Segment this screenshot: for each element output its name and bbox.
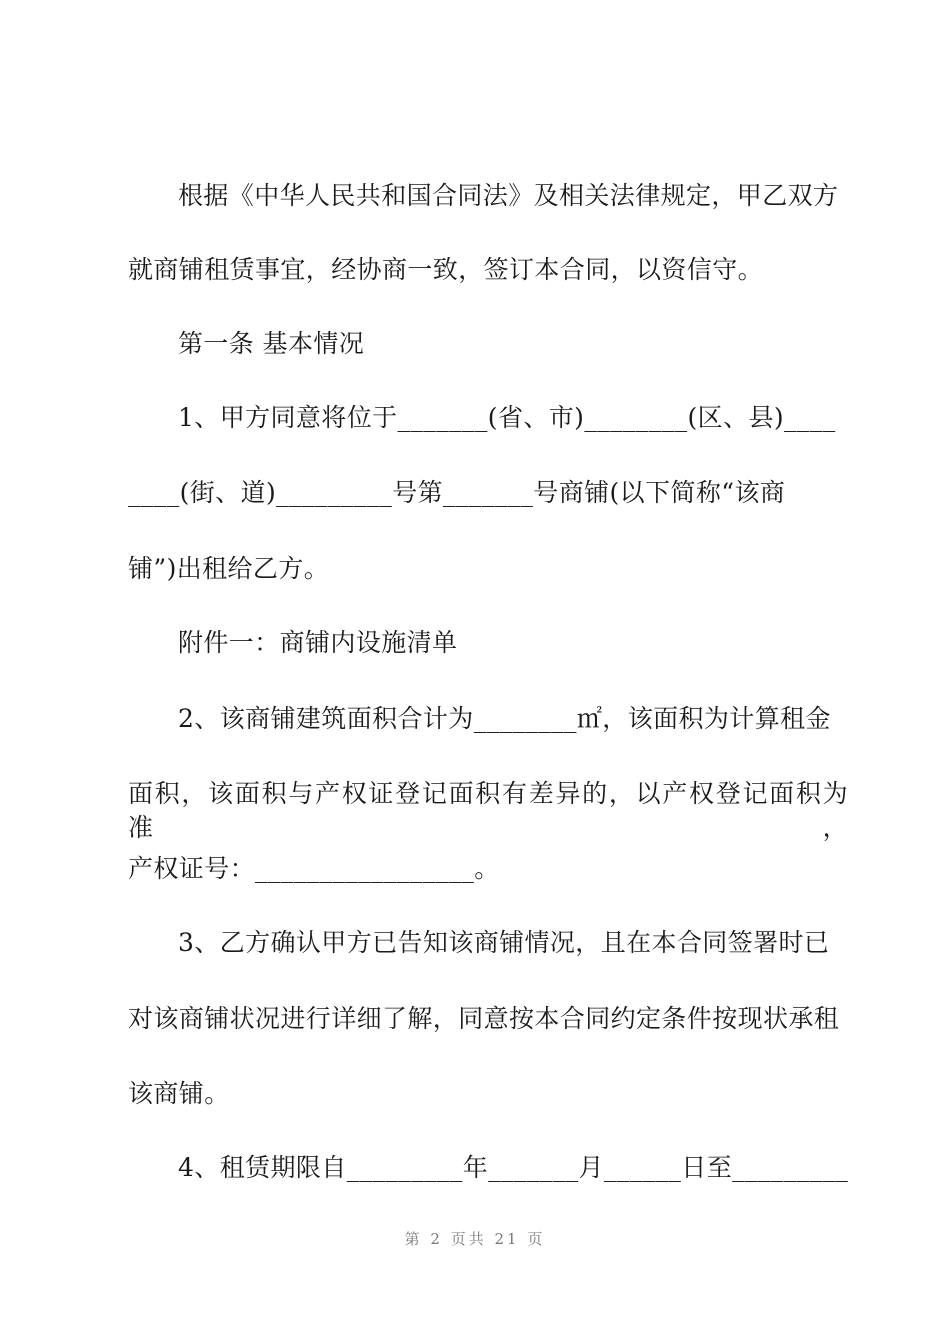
attachment-note: 附件一：商铺内设施清单 [178,628,458,657]
paragraph-line-6: 铺”)出租给乙方。 [128,554,330,583]
paragraph-line-2: 就商铺租赁事宜，经协商一致，签订本合同，以资信守。 [128,255,764,284]
paragraph-line-5: ____(街、道)_________号第_______号商铺(以下简称“该商 [128,478,786,507]
paragraph-line-13: 该商铺。 [128,1079,230,1108]
paragraph-line-12: 对该商铺状况进行详细了解，同意按本合同约定条件按现状承租 [128,1004,840,1033]
paragraph-line-14: 4、租赁期限自_________年_______月______日至_________ [178,1153,849,1182]
paragraph-line-10: 产权证号：_________________。 [128,854,500,883]
paragraph-line-1: 根据《中华人民共和国合同法》及相关法律规定，甲乙双方 [178,181,839,210]
section-heading-article-1: 第一条 基本情况 [178,329,365,358]
paragraph-line-4: 1、甲方同意将位于_______(省、市)________(区、县)____ [178,403,836,432]
paragraph-line-9: 面积，该面积与产权证登记面积有差异的，以产权登记面积为准， [128,779,848,842]
paragraph-line-8: 2、该商铺建筑面积合计为________㎡，该面积为计算租金 [178,704,831,733]
page-number-footer: 第 2 页共 21 页 [404,1230,546,1248]
paragraph-line-11: 3、乙方确认甲方已告知该商铺情况，且在本合同签署时已 [178,928,830,957]
